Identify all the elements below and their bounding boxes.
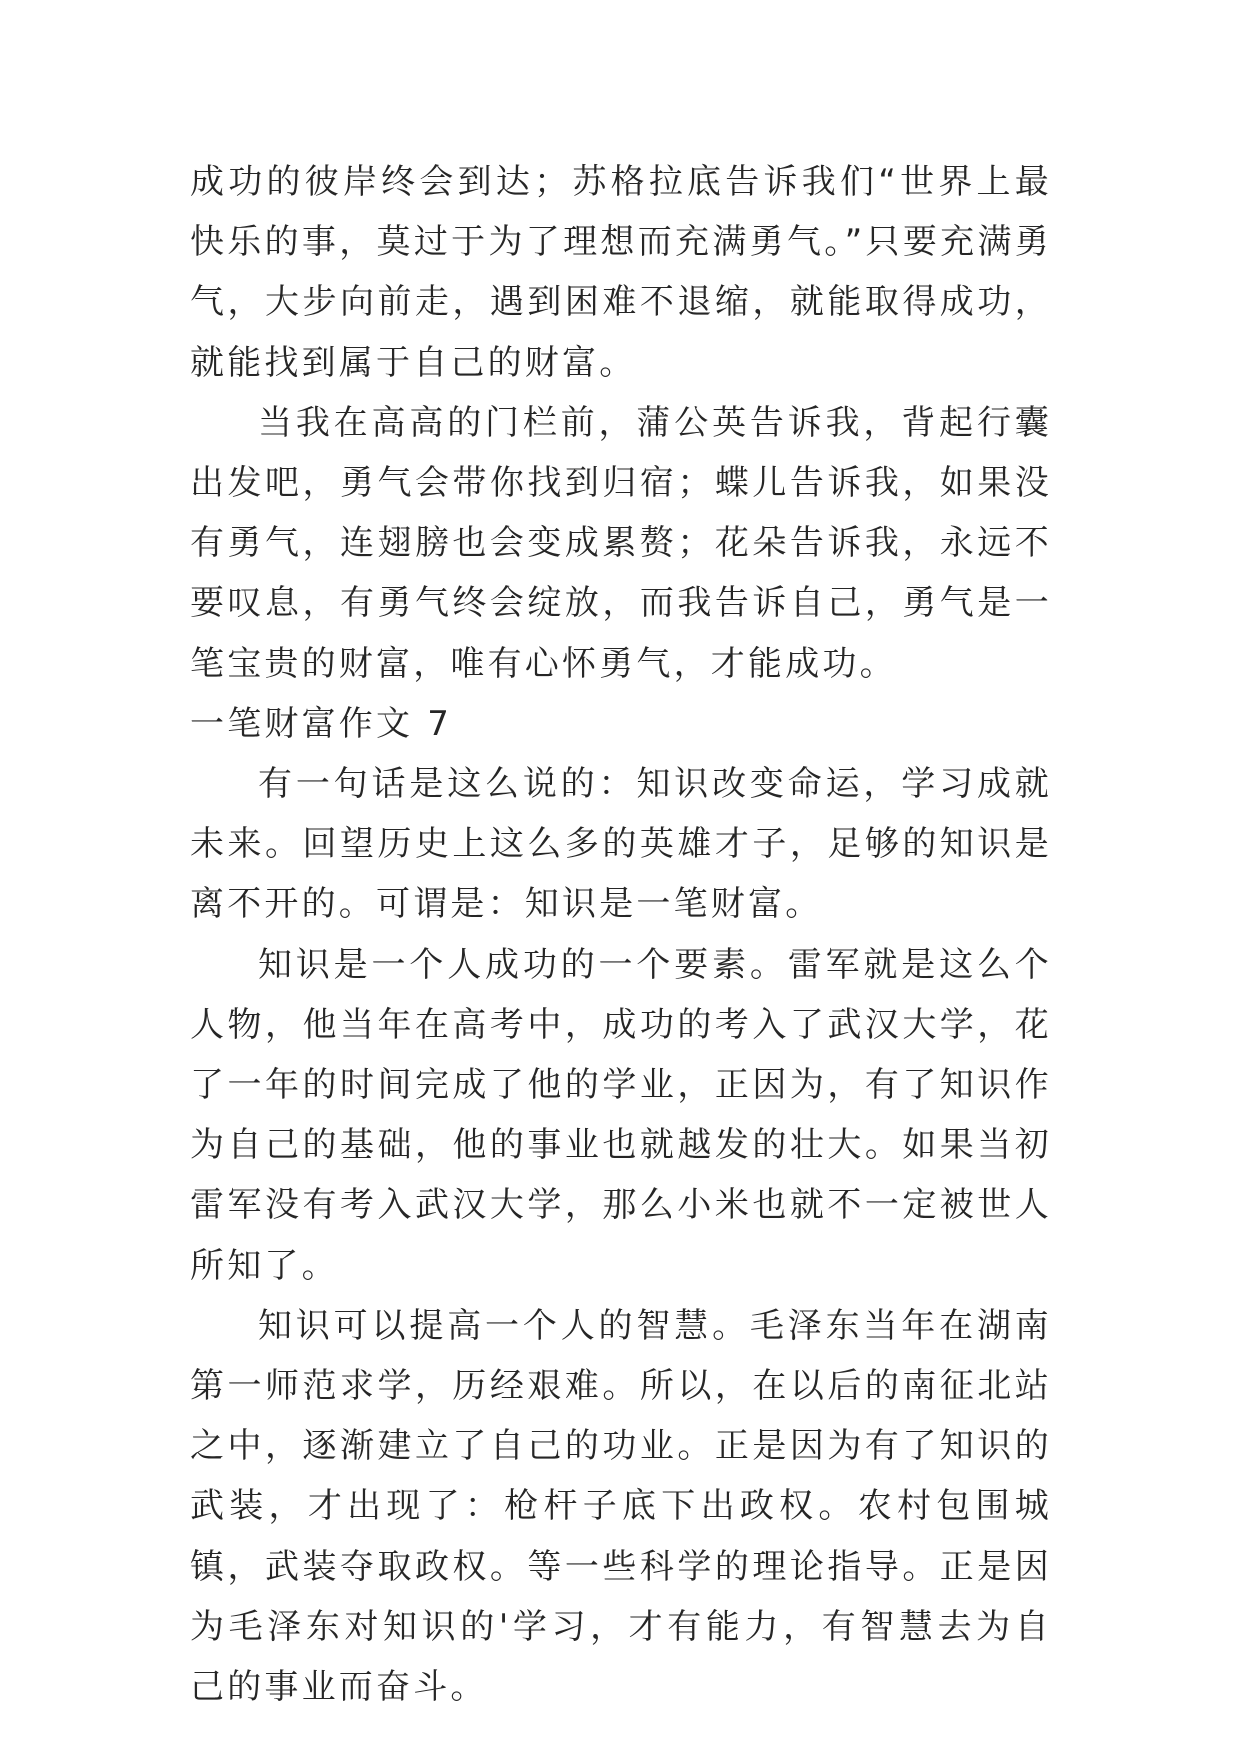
paragraph-1: 成功的彼岸终会到达；苏格拉底告诉我们“世界上最快乐的事，莫过于为了理想而充满勇气。”只要充满勇气，大步向前走，遇到困难不退缩，就能取得成功，就能找到属于自己的财富。 (190, 162, 1052, 383)
paragraph-3: 有一句话是这么说的：知识改变命运，学习成就未来。回望历史上这么多的英雄才子，足够的知识是离不开的。可谓是：知识是一笔财富。 (190, 764, 1052, 925)
document-body (190, 152, 1052, 1717)
section-heading: 一笔财富作文 7 (190, 703, 453, 744)
paragraph-4: 知识是一个人成功的一个要素。雷军就是这么个人物，他当年在高考中，成功的考入了武汉大学，花了一年的时间完成了他的学业，正因为，有了知识作为自己的基础，他的事业也就越发的壮大。如果当初雷军没有考入武汉大学，那么小米也就不一定被世人所知了。 (190, 944, 1052, 1286)
paragraph-2: 当我在高高的门栏前，蒲公英告诉我，背起行囊出发吧，勇气会带你找到归宿；蝶儿告诉我，如果没有勇气，连翅膀也会变成累赘；花朵告诉我，永远不要叹息，有勇气终会绽放，而我告诉自己，勇气是一笔宝贵的财富，唯有心怀勇气，才能成功。 (190, 402, 1052, 684)
paragraph-5: 知识可以提高一个人的智慧。毛泽东当年在湖南第一师范求学，历经艰难。所以，在以后的南征北站之中，逐渐建立了自己的功业。正是因为有了知识的武装，才出现了：枪杆子底下出政权。农村包围城镇，武装夺取政权。等一些科学的理论指导。正是因为毛泽东对知识的'学习，才有能力，有智慧去为自己的事业而奋斗。 (190, 1305, 1052, 1708)
